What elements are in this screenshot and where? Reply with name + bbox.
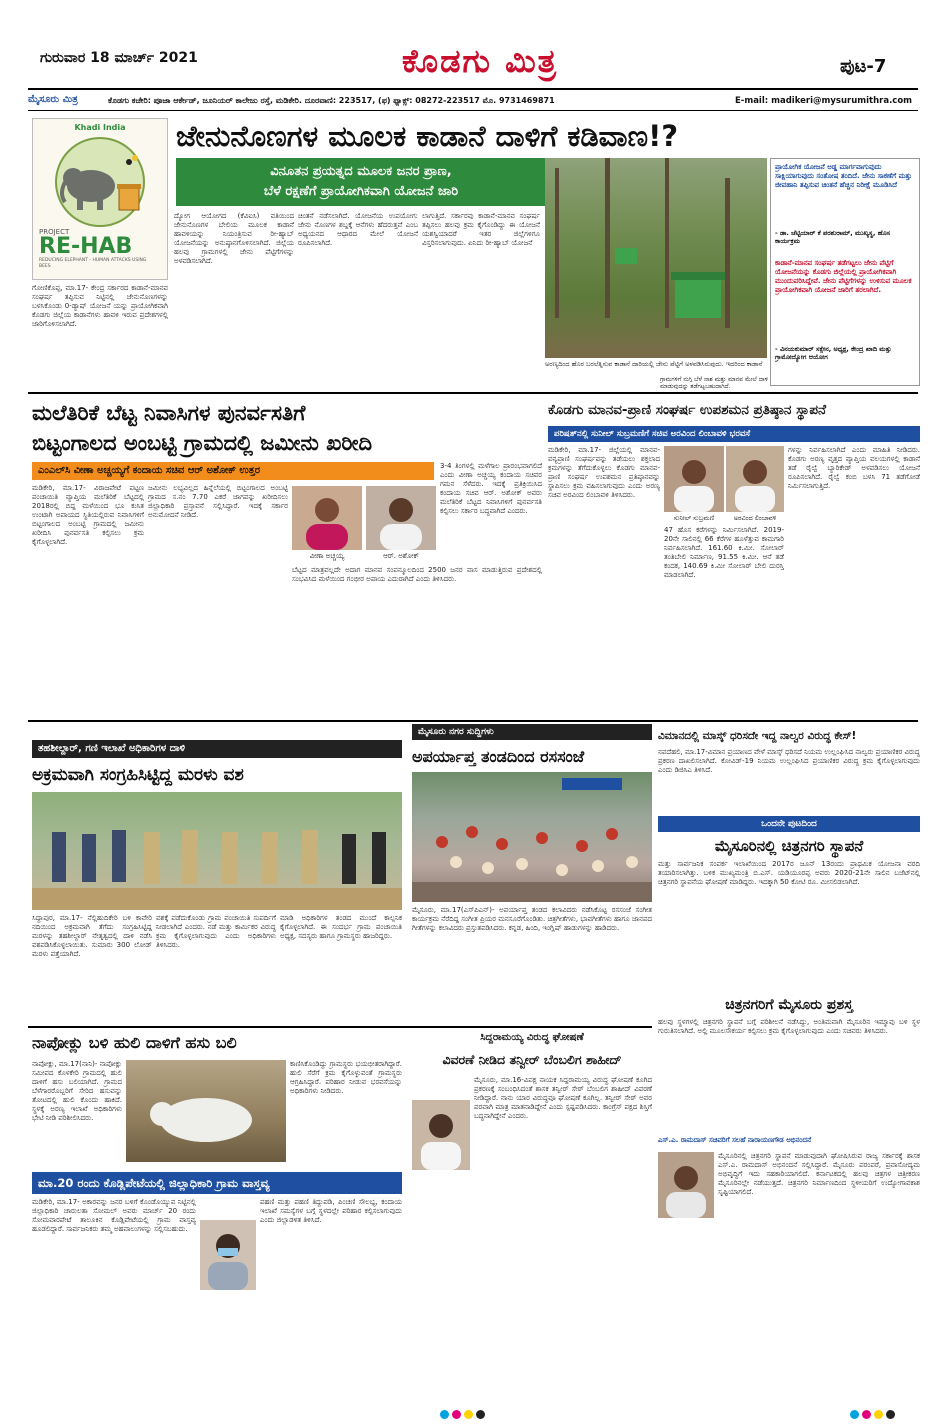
subhead-line-2: ಬೆಳೆ ರಕ್ಷಣೆಗೆ ಪ್ರಾಯೋಗಿಕವಾಗಿ ಯೋಜನೆ ಜಾರಿ bbox=[263, 184, 459, 199]
quote-1-author: - ಡಾ. ಚೆಟ್ಟಿಯಾರ್ ಕೆ ಪರಶುರಾಮ್, ಮುಖ್ಯಸ್ಥ, ಹೊಸ ಕಾರ್ಯಕ್ರಮ bbox=[775, 229, 891, 245]
story1-col3: ಚಿಂತನೆ ನಡೆಸಲಾಗಿದೆ. ಯೋಜನೆಯ ಉಪಯೋಗ: ಜೇನು ನೊಣಗಳ ಶಬ್ದಕ್ಕೆ ಆನೆಗಳು ಹೆದರುತ್ತವೆ ಎಂಬ ಅಧ್ಯಯನದ ಆಧಾರದ ಮೇಲೆ ಯೋಜನೆ ರೂಪಿಸಲಾಗಿದೆ. bbox=[298, 212, 418, 247]
story3-col1: ಮಡಿಕೇರಿ, ಮಾ.17- ಜಿಲ್ಲೆಯಲ್ಲಿ ಮಾನವ-ವನ್ಯಪ್ರಾಣಿ ಸಂಘರ್ಷವನ್ನು ತಡೆಯಲು ಶಕ್ತಲಾದ ಕ್ರಮಗಳನ್ನು ತೆಗೆದುಕೊಳ್ಳಲು ಕೊಡಗು ಮಾನವ-ಪ್ರಾಣಿ ಸಂಘರ್ಷ ಉಪಶಮನ ಪ್ರತಿಷ್ಠಾನವನ್ನು ಸ್ಥಾಪಿಸಲು ಕ್ರಮ ವಹಿಸಲಾಗುವುದು ಎಂದು ಅರಣ್ಯ ಸಚಿವ ಅರವಿಂದ ಲಿಂಬಾವಳಿ ತಿಳಿಸಿದರು. bbox=[548, 446, 660, 499]
story2-headline-2: ಬಿಟ್ಟಂಗಾಲದ ಅಂಬಟ್ಟಿ ಗ್ರಾಮದಲ್ಲಿ ಜಮೀನು ಖರೀದಿ bbox=[32, 431, 373, 455]
story3-subhead: ಪರಿಷತ್‌ನಲ್ಲಿ ಸುನೀಲ್ ಸುಬ್ರಮಣಿಗೆ ಸಚಿವ ಅರವಿಂದ ಲಿಂಬಾವಳಿ ಭರವಸೆ bbox=[548, 426, 920, 442]
section-rule-1 bbox=[28, 392, 918, 394]
story1-col4: ಲಾಗುತ್ತಿದೆ. ಸರ್ಕಾರವು ಕಾಡಾನೆ-ಮಾನವ ಸಂಘರ್ಷ ತಪ್ಪಿಸಲು ಹಲವು ಕ್ರಮ ಕೈಗೊಂಡಿದ್ದು ಈ ಯೋಜನೆ ಯಶಸ್ವಿಯಾದರೆ ಇತರ ಜಿಲ್ಲೆಗಳಿಗೂ ವಿಸ್ತರಿಸಲಾಗುವುದು. ಏನಿದು ರೀ-ಹ್ಯಾಬ್ ಯೋಜನೆ bbox=[422, 212, 540, 247]
story4-col3: ಮಾಡಿ ಅಧಿಕಾರಿಗಳ ತಂಡದ ಮುಂದೆ ಕಾಲ್ಪನಿಕ ಕೈಗೊಳ್ಳಲಾಗಿದೆ. ಈ ಸಂದರ್ಭ ಗ್ರಾಮ ಪಂಚಾಯಿತಿ ಅಧ್ಯಕ್ಷ, ಸದಸ್ಯರು ಹಾಗೂ ಗ್ರಾಮಸ್ಥರು ಹಾಜರಿದ್ದರು. bbox=[280, 914, 402, 940]
story1-photo-caption: ಗ್ರಾಮಗಳಿಗೆ ನುಗ್ಗಿ ಬೆಳೆ ನಾಶ ಮತ್ತು ಮಾನವ ಮೇಲೆ ದಾಳಿ ಮಾಡುವುದನ್ನು ತಡೆಗಟ್ಟಬಹುದಾಗಿದೆ. bbox=[660, 376, 768, 390]
page-one-strip: ಒಂದನೇ ಪುಟದಿಂದ bbox=[658, 816, 920, 832]
story8-kicker: ಸಿದ್ದರಾಮಯ್ಯ ವಿರುದ್ಧ ಘೋಷಣೆ bbox=[480, 1032, 584, 1043]
page-number: ಪುಟ-7 bbox=[840, 56, 887, 77]
ashok-caption: ಆರ್. ಅಶೋಕ್ bbox=[383, 552, 419, 560]
shaheed-photo bbox=[412, 1100, 470, 1170]
masthead-rule-2 bbox=[28, 110, 918, 111]
masthead-address: ಕೊಡಗು ಕಚೇರಿ: ಪೂಜಾ ಆರ್ಕೇಡ್, ಜೂನಿಯರ್ ಕಾಲೇಜು ರಸ್ತೆ, ಮಡಿಕೇರಿ. ದೂರವಾಣಿ: 223517, (ಫ) ಫ್ಯಾಕ್ಸ್: 08272-223517 ಮೊ. 9731469871 bbox=[108, 96, 555, 105]
story3-col3: ಗಳನ್ನು ನಿರ್ವಹಿಸಲಾಗಿದೆ ಎಂದು ಮಾಹಿತಿ ನೀಡಿದರು. ಕೊಡಗು ಅರಣ್ಯ ವೃತ್ತದ ವ್ಯಾಪ್ತಿಯ ವಲಯಗಳಲ್ಲಿ ಕಾಡಾನೆ ತಡೆ ರೈಲ್ವೆ ಬ್ಯಾರಿಕೇಡ್ ಅಳವಡಿಸಲು ಯೋಜನೆ ರೂಪಿಸಲಾಗಿದೆ. ರೈಲ್ವೆ ಕಂಬಿ ಬಳಸಿ 71 ತಡೆಗೋಡೆ ನಿರ್ಮಿಸಲಾಗುತ್ತಿದೆ. bbox=[788, 446, 920, 490]
story6-headline-2: ಮೈಸೂರಿನಲ್ಲಿ ಚಿತ್ರನಗರಿ ಸ್ಥಾಪನೆ bbox=[714, 837, 864, 855]
quote-1: ಪ್ರಾಯೋಗಿಕ ಯೋಜನೆ ಅಡ್ಡ ಮಾರ್ಗವಾಗುವುದು ಸಾಕ್ಷಿಯಾಗುವುದು ಸಂತೋಷ ತಂದಿದೆ. ಜೇನು ಸಾಕಣೆಗೆ ಮತ್ತು ಜೀವಹಾನಿ ತಪ್ಪಿಸುವ ಚಿಂತನೆ ಹೆಚ್ಚಿನ ನಿರೀಕ್ಷೆ ಮೂಡಿಸಿದೆ bbox=[775, 163, 912, 189]
masthead-date: ಗುರುವಾರ 18 ಮಾರ್ಚ್ 2021 bbox=[40, 50, 198, 66]
story2-headline-1: ಮಲೆತಿರಿಕೆ ಬೆಟ್ಟ ನಿವಾಸಿಗಳ ಪುನರ್ವಸತಿಗೆ bbox=[32, 401, 306, 425]
section-rule-3 bbox=[28, 1026, 652, 1028]
story1-dateline: ಗೋಣಿಕೊಪ್ಪ, ಮಾ.17- ಕೇಂದ್ರ ಸರ್ಕಾರದ ಕಾಡಾನೆ-ಮಾನವ ಸಂಘರ್ಷ ತಪ್ಪಿಸುವ ನಿಟ್ಟಿನಲ್ಲಿ ಜೇನುನೊಣಗಳನ್ನು ಬಳಸಿಕೊಂಡು 0-ಡ್ಯಾಷ್ ಯೋಜನೆ ಯನ್ನು ಪ್ರಾಯೋಗಿಕವಾಗಿ ಕೊಡಗು ಜಿಲ್ಲೆಯ ಕಾಡಾನೆಗಳು ಹಾವಳಿ ಇರುವ ಪ್ರದೇಶಗಳಲ್ಲಿ ಜಾರಿಗೊಳಿಸಲಾಗಿದೆ. bbox=[32, 284, 168, 328]
subhead-line-1: ವಿನೂತನ ಪ್ರಯತ್ನದ ಮೂಲಕ ಜನರ ಪ್ರಾಣ, bbox=[270, 164, 452, 179]
story6-body-4: ಮೈಸೂರಿನಲ್ಲಿ ಚಿತ್ರನಗರಿ ಸ್ಥಾಪನೆ ಮಾಡುವುದಾಗಿ ಘೋಷಿಸಿರುವ ರಾಜ್ಯ ಸರ್ಕಾರಕ್ಕೆ ಶಾಸಕ ಎಸ್.ಎ. ರಾಮದಾಸ್ ಅಭಿನಂದನೆ ಸಲ್ಲಿಸಿದ್ದಾರೆ. ಮೈಸೂರು ಪರಂಪರೆ, ಪ್ರವಾಸೋದ್ಯಮ ಅಭಿವೃದ್ಧಿಗೆ ಇದು ಸಹಕಾರಿಯಾಗಲಿದೆ. ಕರ್ನಾಟಕದಲ್ಲಿ ಹಲವು ಚಿತ್ರಗಳ ಚಿತ್ರೀಕರಣ ಮೈಸೂರಿನಲ್ಲೇ ನಡೆಯುತ್ತದೆ. ಚಿತ್ರನಗರಿ ನಿರ್ಮಾಣದಿಂದ ಸ್ಥಳೀಯರಿಗೆ ಉದ್ಯೋಗಾವಕಾಶ ಸೃಷ್ಟಿಯಾಗಲಿದೆ. bbox=[718, 1152, 920, 1196]
cow-photo bbox=[126, 1060, 286, 1162]
beehive-caption: ಅರಣ್ಯದಿಂದ ಹೊರ ಬರಲೆತ್ನಿಸುವ ಕಾಡಾನೆ ದಾರಿಯಲ್ಲಿ ಜೇನು ಪೆಟ್ಟಿಗೆ ಅಳವಡಿಸಿರುವುದು. ಇದರಿಂದ ಕಾಡಾನೆ bbox=[545, 360, 763, 368]
masthead-rule bbox=[28, 88, 918, 90]
story1-col2: ದ್ಯೋಗ ಆಯೋಗದ (ಕೆವಿಐಸಿ) ವತಿಯಿಂದ ಜೇನುನೊಣಗಳ ಬೇಲಿಯ ಮೂಲಕ ಕಾಡಾನೆ ಹಾವಳಿಯನ್ನು ನಿಯಂತ್ರಿಸುವ ರೀ-ಹ್ಯಾಬ್ ಯೋಜನೆಯನ್ನು ಅನುಷ್ಠಾನಗೊಳಿಸಲಾಗಿದೆ. ಜಿಲ್ಲೆಯ ಹಲವು ಗ್ರಾಮಗಳಲ್ಲಿ ಜೇನು ಪೆಟ್ಟಿಗೆಗಳನ್ನು ಅಳವಡಿಸಲಾಗಿದೆ. bbox=[174, 212, 294, 265]
dc-photo bbox=[200, 1220, 256, 1290]
story4-headline: ಅಕ್ರಮವಾಗಿ ಸಂಗ್ರಹಿಸಿಟ್ಟಿದ್ದ ಮರಳು ವಶ bbox=[32, 765, 244, 785]
story2-col3: 3-4 ತಿಂಗಳಲ್ಲಿ ಮಳೆಗಾಲ ಪ್ರಾರಂಭವಾಗಲಿದೆ ಎಂದು ವೀಣಾ ಅಚ್ಚಯ್ಯ ಕಂದಾಯ ಸಚಿವರ ಗಮನ ಸೆಳೆದರು. ಇದಕ್ಕೆ ಪ್ರತಿಕ್ರಿಯಿಸಿದ ಕಂದಾಯ ಸಚಿವ ಆರ್. ಅಶೋಕ್ ಅವರು ಮಲೆತಿರಿಕೆ ಬೆಟ್ಟದ ನಿವಾಸಿಗಳಿಗೆ ಪುನರ್ವಸತಿ ಕಲ್ಪಿಸಲು ಸರ್ಕಾರ ಬದ್ಧವಾಗಿದೆ ಎಂದರು. bbox=[440, 462, 542, 515]
story7-headline: ನಾಪೋಕ್ಲು ಬಳಿ ಹುಲಿ ದಾಳಿಗೆ ಹಸು ಬಲಿ bbox=[32, 1033, 237, 1052]
story4-col2: ವಶಕ್ಕೆ ಪಡೆದುಕೊಂಡು ಗ್ರಾಮ ಪಂಚಾಯಿತಿ ಸುಪರ್ದಿಗೆ ನೀಡಲಾಗಿದೆ ಎಂದರು. ನಡೆ ಮತ್ತು ಕಾರ್ಮಿಕರ ವಿರುದ್ಧ ಕ್ರಮ ಕೈಗೊಳ್ಳಲಾಗುವುದು ಎಂದು ಅಧಿಕಾರಿಗಳು ತಿಳಿಸಿದರು. bbox=[156, 914, 276, 949]
story3-col2: 47 ಹೊಸ ಕರೆಗಳನ್ನು ನಿರ್ಮಿಸಲಾಗಿದೆ. 2019-20ನೇ ಸಾಲಿನಲ್ಲಿ 66 ಕೆರೆಗಳ ಹೂಳೆತ್ತುವ ಕಾಮಗಾರಿ ನಿರ್ವಹಿಸಲಾಗಿದೆ. 161.60 ಕಿ.ಮೀ. ಸೋಲಾರ್ ತಂತಿಬೇಲಿ ನಿರ್ಮಾಣ, 91.55 ಕಿ.ಮೀ. ಆನೆ ತಡೆ ಕಂದಕ, 140.69 ಕಿ.ಮೀ ಸೋಲಾರ್ ಬೇಲಿ ದುರಸ್ತಿ ಮಾಡಲಾಗಿದೆ. bbox=[664, 526, 784, 579]
story2-col2: ಜಮೀನು ಲಭ್ಯವಿಲ್ಲದ ಹಿನ್ನೆಲೆಯಲ್ಲಿ ಬಿಟ್ಟಂಗಾಲದ ಅಂಬಟ್ಟಿ ಗ್ರಾಮದ ಸ.ನಂ 7.70 ಎಕರೆ ಜಾಗವನ್ನು ಖರೀದಿಸಲು ಜಿಲ್ಲಾಧಿಕಾರಿ ಪ್ರಸ್ತಾವನೆ ಸಲ್ಲಿಸಿದ್ದಾರೆ. ಇದಕ್ಕೆ ಸರ್ಕಾರ ಅನುಮೋದನೆ ನೀಡಿದೆ. bbox=[148, 484, 288, 519]
sand-seizure-photo bbox=[32, 792, 402, 910]
story6-body-3: ಹಲವು ಸ್ಥಳಗಳಲ್ಲಿ ಚಿತ್ರನಗರಿ ಸ್ಥಾಪನೆ ಬಗ್ಗೆ ಪರಿಶೀಲನೆ ನಡೆಸಿದ್ದು, ಅಂತಿಮವಾಗಿ ಮೈಸೂರಿನ ಇಮ್ಮಾವು ಬಳಿ ಸ್ಥಳ ಗುರುತಿಸಲಾಗಿದೆ. ಅಲ್ಲಿ ಮೂಲಸೌಕರ್ಯ ಕಲ್ಪಿಸಲು ಕ್ರಮ ಕೈಗೊಳ್ಳಲಾಗುವುದು ಎಂದು ಸಚಿವರು ತಿಳಿಸಿದರು. bbox=[658, 1018, 920, 1035]
story7-body: ನಾಪೋಕ್ಲು, ಮಾ.17(ನಾನಿ)- ನಾಪೋಕ್ಲು ಸಮೀಪದ ಕೊಳಕೇರಿ ಗ್ರಾಮದಲ್ಲಿ ಹುಲಿ ದಾಳಿಗೆ ಹಸು ಬಲಿಯಾಗಿದೆ. ಗ್ರಾಮದ ಬೆಳೆಗಾರರೊಬ್ಬರಿಗೆ ಸೇರಿದ ಹಸುವನ್ನು ತೋಟದಲ್ಲಿ ಹುಲಿ ಕೊಂದು ಹಾಕಿದೆ. ಸ್ಥಳಕ್ಕೆ ಅರಣ್ಯ ಇಲಾಖೆ ಅಧಿಕಾರಿಗಳು ಭೇಟಿ ನೀಡಿ ಪರಿಶೀಲಿಸಿದರು. bbox=[32, 1060, 122, 1122]
story2-col1: ಮಡಿಕೇರಿ, ಮಾ.17- ವಿರಾಜಪೇಟೆ ಪಟ್ಟಣ ಪಂಚಾಯಿತಿ ವ್ಯಾಪ್ತಿಯ ಮಲೆತಿರಿಕೆ ಬೆಟ್ಟದಲ್ಲಿ 2018ರಲ್ಲಿ ಬಿದ್ದ ಮಳೆಯಿಂದ ಭೂ ಕುಸಿತ ಉಂಟಾಗಿ ಅಪಾಯದ ಸ್ಥಿತಿಯಲ್ಲಿರುವ ನಿವಾಸಿಗಳಿಗೆ ಬಿಟ್ಟಂಗಾಲದ ಅಂಬಟ್ಟಿ ಗ್ರಾಮದಲ್ಲಿ ಜಮೀನು ಖರೀದಿಸಿ ಪುನರ್ವಸತಿ ಕಲ್ಪಿಸಲು ಕ್ರಮ ಕೈಗೊಳ್ಳಲಾಗಿದೆ. bbox=[32, 484, 144, 546]
quote-2-author: - ವಿನಯಕುಮಾರ್ ಸಕ್ಸೇನ, ಅಧ್ಯಕ್ಷ, ಕೇಂದ್ರ ಖಾದಿ ಮತ್ತು ಗ್ರಾಮೋದ್ಯೋಗ ಆಯೋಗ bbox=[775, 345, 892, 361]
section-rule-2 bbox=[28, 720, 918, 722]
story4-kicker: ತಹಶೀಲ್ದಾರ್, ಗಣಿ ಇಲಾಖೆ ಅಧಿಕಾರಿಗಳ ದಾಳಿ bbox=[32, 740, 402, 758]
story6-body-2: ಮತ್ತು ಸಾರ್ವಜನಿಕ ಸಂಪರ್ಕ ಇಲಾಖೆಯಿಂದ 2017ರ ಜೂನ್ 13ರಂದು ಪ್ರಾಥಮಿಕ ಯೋಜನಾ ವರದಿ ತಯಾರಿಸಲಾಗಿತ್ತು. ಬಳಿಕ ಮುಖ್ಯಮಂತ್ರಿ ಬಿ.ಎಸ್. ಯಡಿಯೂರಪ್ಪ ಅವರು 2020-21ನೇ ಸಾಲಿನ ಬಜೆಟ್‌ನಲ್ಲಿ ಚಿತ್ರನಗರಿ ಸ್ಥಾಪನೆಯ ಘೋಷಣೆ ಮಾಡಿದ್ದರು. ಇದಕ್ಕಾಗಿ 50 ಕೋಟಿ ರೂ. ಮೀಸಲಿಡಲಾಗಿದೆ. bbox=[658, 860, 920, 886]
beehive-photo bbox=[545, 158, 767, 358]
story1-subhead bbox=[176, 158, 546, 206]
registration-marks-left bbox=[440, 1404, 488, 1423]
ramdas-photo bbox=[658, 1152, 714, 1218]
khadi-india-label: Khadi India bbox=[74, 123, 126, 132]
masthead-title: ಕೊಡಗು ಮಿತ್ರ bbox=[401, 42, 558, 80]
limbavali-photo bbox=[726, 446, 784, 512]
sunil-caption: ಸುನೀಲ್ ಸುಬ್ರಮಣಿ bbox=[673, 514, 715, 522]
registration-marks-right bbox=[850, 1404, 898, 1423]
story9-body-2: ಪಹಣಿ ಮತ್ತು ಪಹಣಿ ತಿದ್ದುಪಡಿ, ಪಿಂಚಣಿ ಸೌಲಭ್ಯ, ಕಂದಾಯ ಇಲಾಖೆ ಸಮಸ್ಯೆಗಳ ಬಗ್ಗೆ ಸ್ಥಳದಲ್ಲೇ ಪರಿಹಾರ ಕಲ್ಪಿಸಲಾಗುವುದು ಎಂದು ಜಿಲ್ಲಾಡಳಿತ ತಿಳಿಸಿದೆ. bbox=[260, 1198, 402, 1224]
quote-box bbox=[770, 158, 920, 386]
ashok-photo bbox=[366, 486, 436, 550]
story6-headline-3: ಚಿತ್ರನಗರಿಗೆ ಮೈಸೂರು ಪ್ರಶಸ್ತ bbox=[725, 997, 853, 1013]
story5-headline: ಅಪರ್ಯಾಪ್ತ ತಂಡದಿಂದ ರಸಸಂಜೆ bbox=[412, 747, 585, 766]
story7-body-2: ಕಾಣಿಸಿಕೊಂಡಿದ್ದು ಗ್ರಾಮಸ್ಥರು ಭಯಭೀತರಾಗಿದ್ದಾರೆ. ಹುಲಿ ಸೆರೆಗೆ ಕ್ರಮ ಕೈಗೊಳ್ಳುವಂತೆ ಗ್ರಾಮಸ್ಥರು ಆಗ್ರಹಿಸಿದ್ದಾರೆ. ಪರಿಹಾರ ನೀಡುವ ಭರವಸೆಯನ್ನು ಅಧಿಕಾರಿಗಳು ನೀಡಿದರು. bbox=[290, 1060, 402, 1095]
veena-caption: ವೀಣಾ ಅಚ್ಚಯ್ಯ bbox=[309, 552, 345, 560]
story5-body: ಮೈಸೂರು, ಮಾ.17(ಎಸ್‌ಪಿಎನ್)- ಅಪರ್ಯಾಪ್ತ ತಂಡದ ಕಲಾವಿದರು ನಡೆಸಿಕೊಟ್ಟ ರಸಸಂಜೆ ಸಂಗೀತ ಕಾರ್ಯಕ್ರಮ ನೆರೆದಿದ್ದ ಸಂಗೀತ ಪ್ರಿಯರ ಮನಸೂರೆಗೊಂಡಿತು. ಚಿತ್ರಗೀತೆಗಳು, ಭಾವಗೀತೆಗಳು ಹಾಗೂ ಜಾನಪದ ಗೀತೆಗಳನ್ನು ಕಲಾವಿದರು ಪ್ರಸ್ತುತಪಡಿಸಿದರು. ಕನ್ನಡ, ಹಿಂದಿ, ಇಂಗ್ಲಿಷ್ ಹಾಡುಗಳನ್ನು ಹಾಡಿದರು. bbox=[412, 906, 652, 932]
concert-photo bbox=[412, 772, 652, 902]
story2-col4: ಬೆಟ್ಟದ ಮಾತ್ರವಲ್ಲದೇ ಅದಾಗ ಮಾನವ ಸಂಪನ್ಮೂಲದಿಂದ 2500 ಜನರ ವಾಸ ಮಾಡುತ್ತಿರುವ ಪ್ರದೇಶದಲ್ಲಿ ಸಂಭವಿಸಿದ ಮಳೆಯಿಂದ ಗಂಭೀರ ಅಪಾಯ ಎದುರಾಗಿದೆ ಎಂದು ತಿಳಿಸಿದರು. bbox=[292, 566, 542, 583]
story8-headline: ವಿವರಣೆ ನೀಡಿದ ತನ್ವೀರ್ ಬೆಂಬಲಿಗ ಶಾಹೀದ್ bbox=[442, 1052, 622, 1067]
sunil-photo bbox=[664, 446, 724, 512]
quote-2: ಕಾಡಾನೆ-ಮಾನವ ಸಂಘರ್ಷ ತಡೆಗಟ್ಟಲು ಜೇನು ಪೆಟ್ಟಿಗೆ ಯೋಜನೆಯನ್ನು ಕೊಡಗು ಜಿಲ್ಲೆಯಲ್ಲಿ ಪ್ರಾಯೋಗಿಕವಾಗಿ ಮುಂದುವರಿಸಿದ್ದೇವೆ. ಜೇನು ಪೆಟ್ಟಿಗೆಗಳನ್ನು ಉಳಿಸುವ ಮೂಲಕ ಪ್ರಾಯೋಗಿಕವಾಗಿ ಯೋಜನೆ ಜಾರಿಗೆ ತರಲಾಗಿದೆ. bbox=[775, 259, 912, 294]
project-label: PROJECT bbox=[39, 228, 70, 236]
limbavali-caption: ಅರವಿಂದ ಲಿಂಬಾವಳಿ bbox=[733, 514, 777, 522]
veena-photo bbox=[292, 486, 362, 550]
mysuru-news-kicker: ಮೈಸೂರು ನಗರ ಸುದ್ದಿಗಳು bbox=[412, 724, 652, 740]
story6-byline: ಎಸ್.ಎ. ರಾಮದಾಸ್ ಸಚಿವರಿಗೆ ಸಲಹೆ ನಾರಾಯಣಗೌಡ ಅಭಿನಂದನೆ bbox=[658, 1136, 812, 1144]
rehab-tagline: REDUCING ELEPHANT - HUMAN ATTACKS USING BEES bbox=[39, 258, 147, 269]
story3-headline: ಕೊಡಗು ಮಾನವ-ಪ್ರಾಣಿ ಸಂಘರ್ಷ ಉಪಶಮನ ಪ್ರತಿಷ್ಠಾನ ಸ್ಥಾಪನೆ bbox=[548, 402, 827, 418]
rehab-name: RE-HAB bbox=[39, 234, 133, 259]
story6-body: ನವದೆಹಲಿ, ಮಾ.17-ವಿಮಾನ ಪ್ರಯಾಣದ ವೇಳೆ ಮಾಸ್ಕ್ ಧರಿಸದೆ ನಿಯಮ ಉಲ್ಲಂಘಿಸಿದ ನಾಲ್ವರು ಪ್ರಯಾಣಿಕರ ವಿರುದ್ಧ ಪ್ರಕರಣ ದಾಖಲಿಸಲಾಗಿದೆ. ಕೋವಿಡ್-19 ನಿಯಮ ಉಲ್ಲಂಘಿಸಿದ ಪ್ರಯಾಣಿಕರ ವಿರುದ್ಧ ಕ್ರಮ ಕೈಗೊಳ್ಳಲಾಗುವುದು ಎಂದು ಡಿಜಿಸಿಎ ತಿಳಿಸಿದೆ. bbox=[658, 748, 920, 774]
masthead-brand: ಮೈಸೂರು ಮಿತ್ರ bbox=[28, 94, 78, 105]
elephant-bee-icon bbox=[33, 132, 167, 228]
masthead-email: E-mail: madikeri@mysurumithra.com bbox=[735, 96, 913, 106]
story6-headline: ವಿಮಾನದಲ್ಲಿ ಮಾಸ್ಕ್ ಧರಿಸದೇ ಇದ್ದ ನಾಲ್ವರ ವಿರುದ್ಧ ಕೇಸ್! bbox=[658, 730, 857, 742]
story4-col1: ಸಿದ್ದಾಪುರ, ಮಾ.17- ನೆಲ್ಲಿಹುದಿಕೇರಿ ಬಳಿ ಕಾವೇರಿ ನದಿಯಿಂದ ಅಕ್ರಮವಾಗಿ ತೆಗೆದು ಸಂಗ್ರಹಿಸಿಟ್ಟಿದ್ದ ಮರಳನ್ನು ತಹಶೀಲ್ದಾರ್ ನೇತೃತ್ವದಲ್ಲಿ ದಾಳಿ ನಡೆಸಿ ವಶಪಡಿಸಿಕೊಳ್ಳಲಾಯಿತು. ಸುಮಾರು 300 ಲೋಡ್ ಮರಳು ಪತ್ತೆಯಾಗಿದೆ. bbox=[32, 914, 152, 958]
story9-headline: ಮಾ.20 ರಂದು ಕೊಡ್ಲಿಪೇಟೆಯಲ್ಲಿ ಜಿಲ್ಲಾಧಿಕಾರಿ ಗ್ರಾಮ ವಾಸ್ತವ್ಯ bbox=[32, 1172, 402, 1194]
story8-body: ಮೈಸೂರು, ಮಾ.16-ವಿಪಕ್ಷ ನಾಯಕ ಸಿದ್ದರಾಮಯ್ಯ ವಿರುದ್ಧ ಘೋಷಣೆ ಕೂಗಿದ ಪ್ರಕರಣಕ್ಕೆ ಸಂಬಂಧಿಸಿದಂತೆ ಶಾಸಕ ತನ್ವೀರ್ ಸೇಠ್ ಬೆಂಬಲಿಗ ಶಾಹೀದ್ ವಿವರಣೆ ನೀಡಿದ್ದಾರೆ. ನಾನು ಯಾರ ವಿರುದ್ಧವೂ ಘೋಷಣೆ ಕೂಗಿಲ್ಲ. ತನ್ವೀರ್ ಸೇಠ್ ಅವರ ಪರವಾಗಿ ಮಾತ್ರ ಮಾತನಾಡಿದ್ದೇನೆ ಎಂದು ಸ್ಪಷ್ಟಪಡಿಸಿದರು. ಕಾಂಗ್ರೆಸ್ ಪಕ್ಷದ ಶಿಸ್ತಿಗೆ ಬದ್ಧನಾಗಿದ್ದೇನೆ ಎಂದರು. bbox=[474, 1076, 652, 1120]
story2-subhead: ಎಂಎಲ್‌ಸಿ ವೀಣಾ ಅಚ್ಚಯ್ಯಗೆ ಕಂದಾಯ ಸಚಿವ ಆರ್ ಅಶೋಕ್ ಉತ್ತರ bbox=[32, 462, 434, 480]
story9-body: ಮಡಿಕೇರಿ, ಮಾ.17- ಅಕಾರವನ್ನು ಜನರ ಬಳಿಗೆ ಕೊಂಡೊಯ್ಯುವ ನಿಟ್ಟಿನಲ್ಲಿ ಜಿಲ್ಲಾಧಿಕಾರಿ ಚಾರುಲತಾ ಸೋಮಲ್ ಅವರು ಮಾರ್ಚ್ 20 ರಂದು ಸೋಮವಾರಪೇಟೆ ತಾಲೂಕಿನ ಕೊಡ್ಲಿಪೇಟೆಯಲ್ಲಿ ಗ್ರಾಮ ವಾಸ್ತವ್ಯ ಹೂಡಲಿದ್ದಾರೆ. ಸಾರ್ವಜನಿಕರು ತಮ್ಮ ಅಹವಾಲುಗಳನ್ನು ಸಲ್ಲಿಸಬಹುದು. bbox=[32, 1198, 196, 1233]
rehab-logo bbox=[32, 118, 168, 280]
story1-headline: ಜೇನುನೊಣಗಳ ಮೂಲಕ ಕಾಡಾನೆ ದಾಳಿಗೆ ಕಡಿವಾಣ!? bbox=[176, 119, 679, 153]
